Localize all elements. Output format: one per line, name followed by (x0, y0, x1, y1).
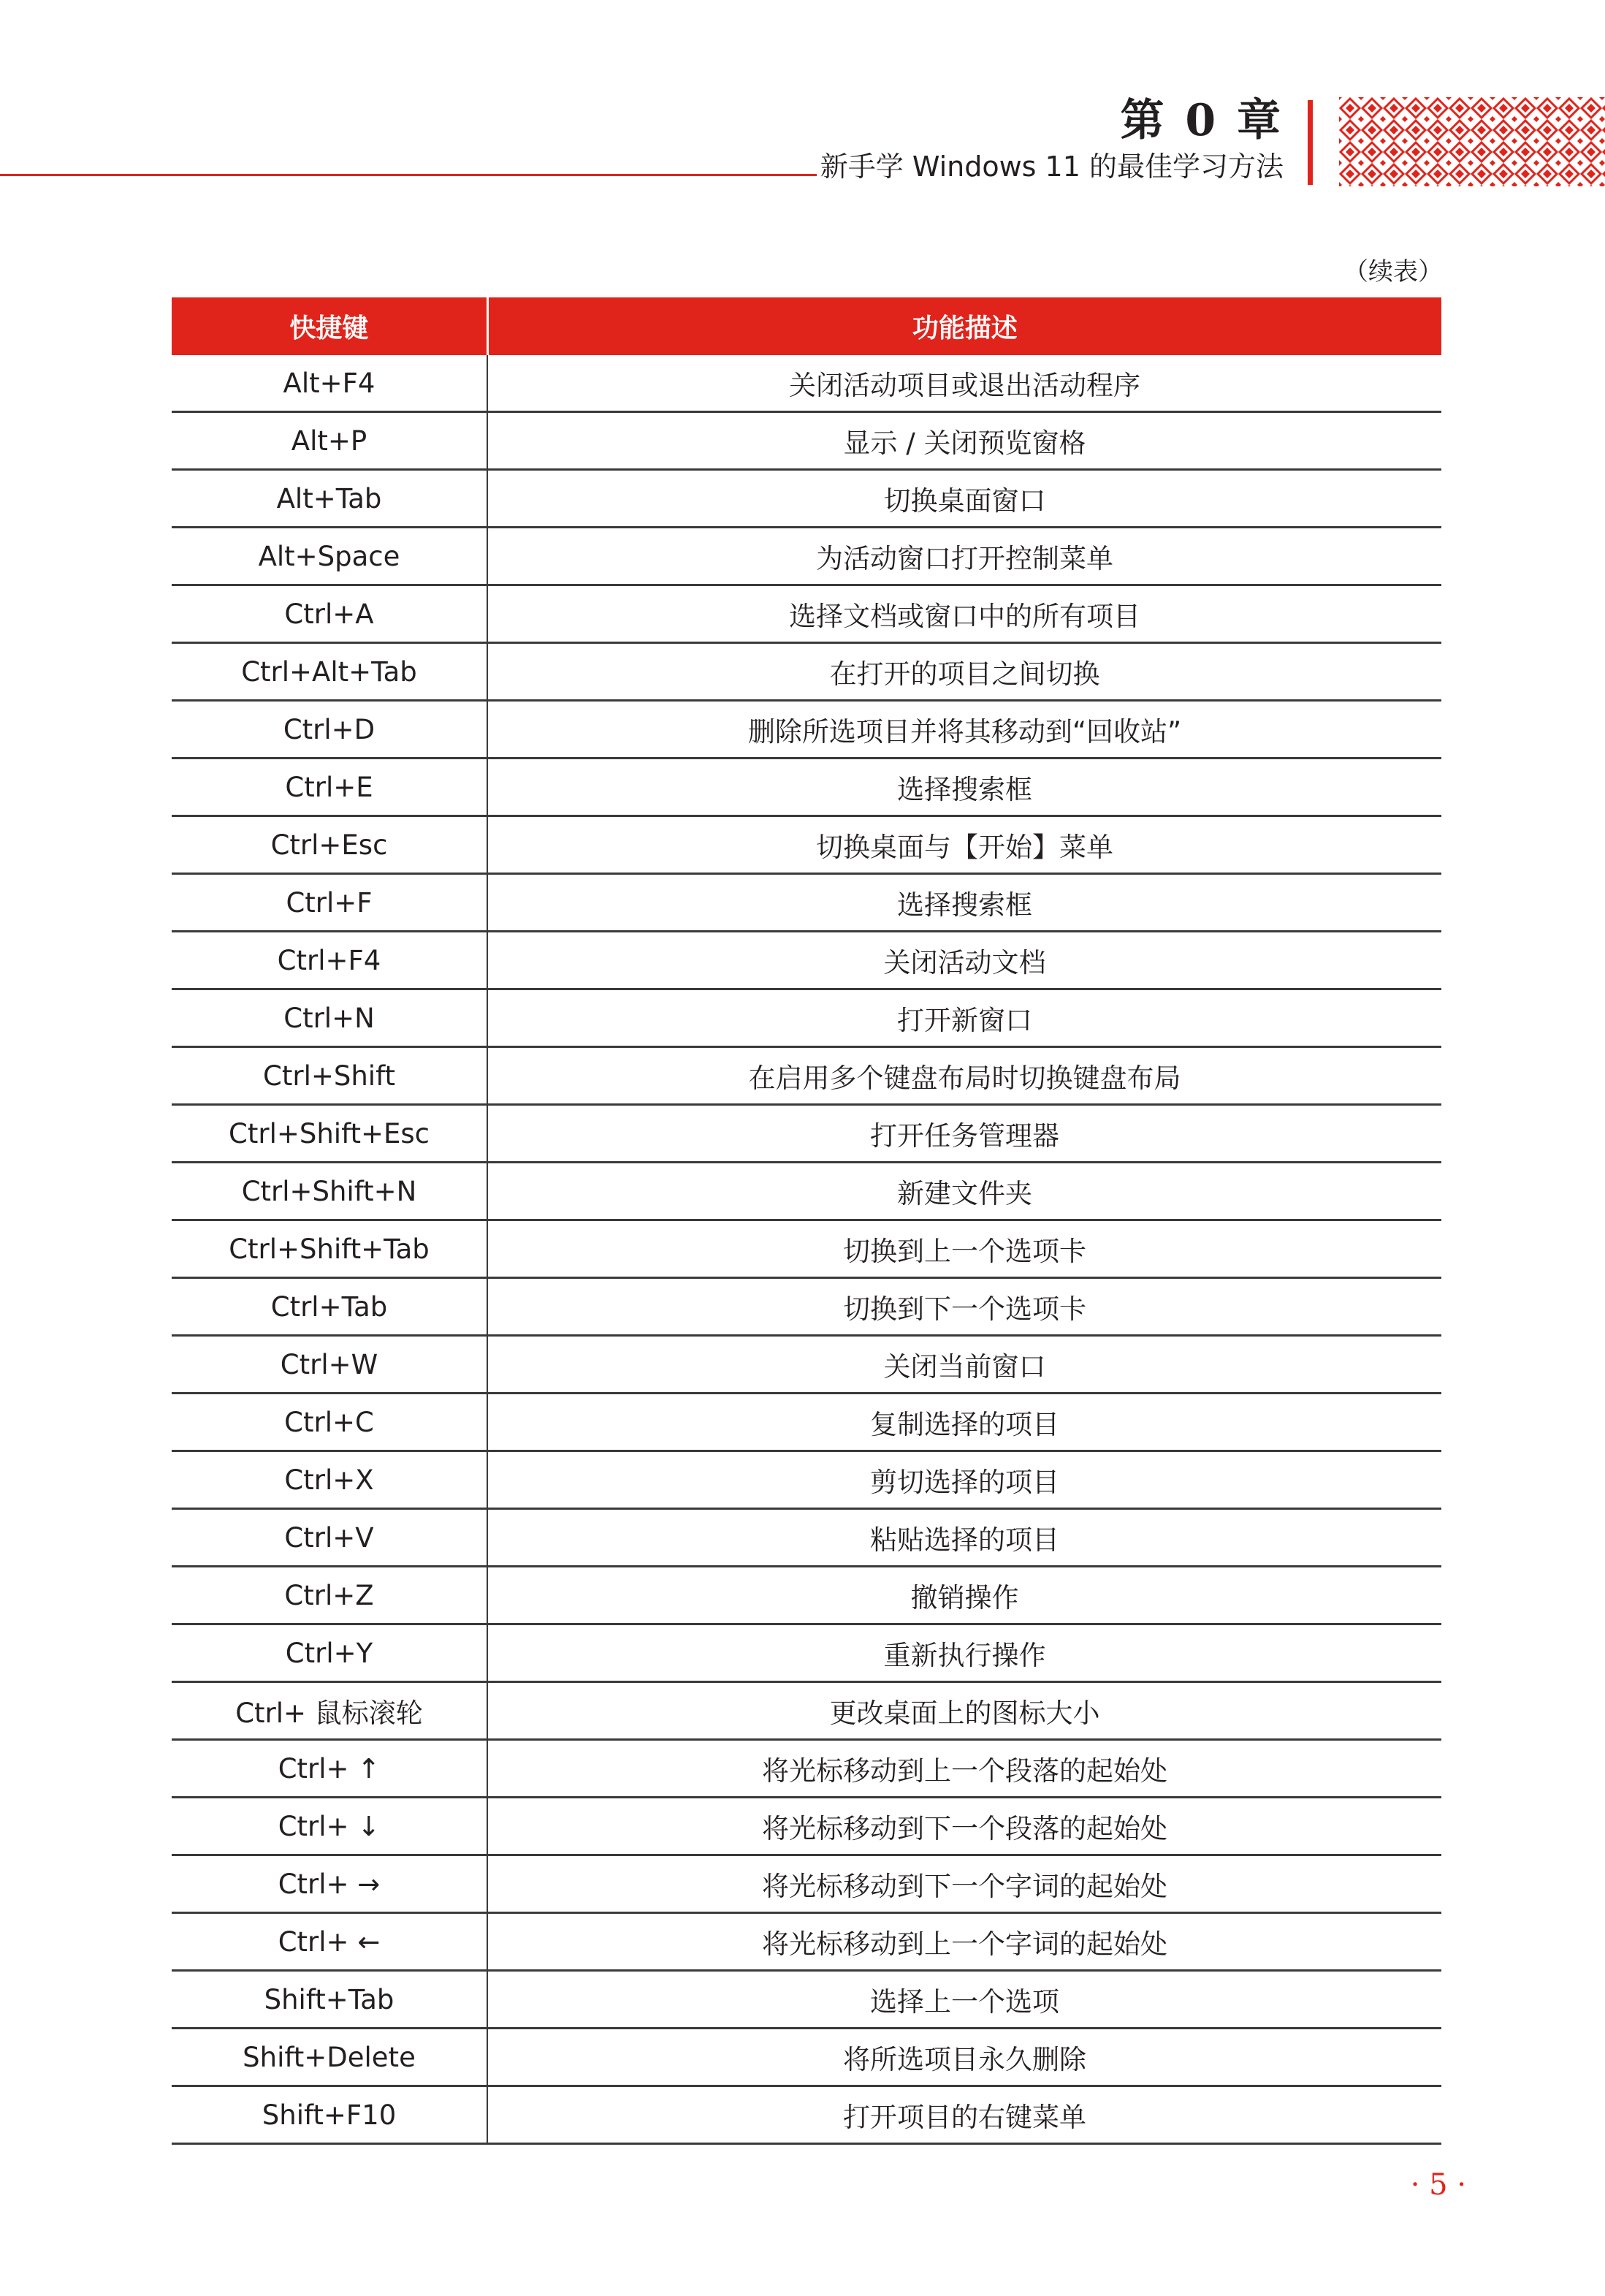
table-row (172, 1798, 1441, 1855)
table-row (172, 1278, 1441, 1336)
header-pattern (1339, 97, 1605, 186)
shortcut-key-cell: Ctrl+Shift+N (172, 1163, 487, 1220)
page-number: · 5 · (1410, 2168, 1466, 2202)
shortcut-key-cell: Ctrl+D (172, 701, 487, 759)
table-row (172, 1394, 1441, 1451)
table-row (172, 1047, 1441, 1105)
shortcut-key-cell: Shift+Tab (172, 1971, 487, 2029)
chapter-subtitle: 新手学 Windows 11 的最佳学习方法 (820, 151, 1284, 183)
shortcut-key-cell: Shift+F10 (172, 2086, 487, 2144)
shortcut-key-cell: Ctrl+N (172, 989, 487, 1047)
table-row (172, 1567, 1441, 1624)
table-row (172, 1220, 1441, 1278)
table-row (172, 470, 1441, 528)
shortcut-key-cell: Alt+Tab (172, 470, 487, 528)
description-cell: 关闭当前窗口 (487, 1336, 1441, 1394)
table-row (172, 1855, 1441, 1913)
description-cell: 选择搜索框 (487, 874, 1441, 932)
table-row (172, 2029, 1441, 2086)
table-row (172, 1105, 1441, 1163)
shortcut-key-cell: Ctrl+Alt+Tab (172, 643, 487, 701)
description-cell: 切换到上一个选项卡 (487, 1220, 1441, 1278)
shortcut-key-cell: Ctrl+E (172, 759, 487, 816)
description-cell: 为活动窗口打开控制菜单 (487, 528, 1441, 585)
description-cell: 新建文件夹 (487, 1163, 1441, 1220)
description-cell: 重新执行操作 (487, 1624, 1441, 1682)
shortcut-key-cell: Ctrl+ ← (172, 1913, 487, 1971)
table-row (172, 816, 1441, 874)
header-accent-bar (1308, 100, 1313, 185)
shortcut-key-cell: Alt+F4 (172, 355, 487, 412)
shortcut-table (172, 297, 1441, 2145)
shortcut-key-cell: Ctrl+A (172, 585, 487, 643)
description-cell: 选择搜索框 (487, 759, 1441, 816)
table-row (172, 2086, 1441, 2144)
table-row (172, 355, 1441, 412)
table-row (172, 989, 1441, 1047)
table-row (172, 759, 1441, 816)
shortcut-key-cell: Ctrl+ ↑ (172, 1740, 487, 1798)
description-cell: 切换桌面与【开始】菜单 (487, 816, 1441, 874)
shortcut-key-cell: Ctrl+Z (172, 1567, 487, 1624)
table-row (172, 1971, 1441, 2029)
description-cell: 打开项目的右键菜单 (487, 2086, 1441, 2144)
description-cell: 撤销操作 (487, 1567, 1441, 1624)
description-cell: 打开新窗口 (487, 989, 1441, 1047)
table-row (172, 528, 1441, 585)
table-row (172, 1336, 1441, 1394)
description-cell: 在启用多个键盘布局时切换键盘布局 (487, 1047, 1441, 1105)
description-cell: 更改桌面上的图标大小 (487, 1682, 1441, 1740)
shortcut-key-cell: Shift+Delete (172, 2029, 487, 2086)
shortcut-key-cell: Ctrl+C (172, 1394, 487, 1451)
description-cell: 将光标移动到下一个字词的起始处 (487, 1855, 1441, 1913)
shortcut-key-cell: Ctrl+ ↓ (172, 1798, 487, 1855)
description-cell: 关闭活动文档 (487, 932, 1441, 989)
column-header-description: 功能描述 (487, 297, 1441, 355)
table-row (172, 1163, 1441, 1220)
description-cell: 删除所选项目并将其移动到“回收站” (487, 701, 1441, 759)
shortcut-key-cell: Alt+P (172, 412, 487, 470)
table-row (172, 585, 1441, 643)
table-row (172, 1740, 1441, 1798)
description-cell: 打开任务管理器 (487, 1105, 1441, 1163)
table-row (172, 701, 1441, 759)
chapter-title: 第 0 章 (1120, 95, 1284, 146)
table-row (172, 643, 1441, 701)
shortcut-key-cell: Ctrl+Esc (172, 816, 487, 874)
table-row (172, 932, 1441, 989)
table-row (172, 1913, 1441, 1971)
shortcut-key-cell: Ctrl+Shift+Tab (172, 1220, 487, 1278)
continued-label: （续表） (1343, 257, 1443, 286)
description-cell: 将光标移动到上一个段落的起始处 (487, 1740, 1441, 1798)
shortcut-key-cell: Ctrl+ → (172, 1855, 487, 1913)
shortcut-key-cell: Ctrl+W (172, 1336, 487, 1394)
description-cell: 将光标移动到上一个字词的起始处 (487, 1913, 1441, 1971)
table-row (172, 1624, 1441, 1682)
shortcut-key-cell: Ctrl+F (172, 874, 487, 932)
shortcut-key-cell: Ctrl+Tab (172, 1278, 487, 1336)
description-cell: 切换桌面窗口 (487, 470, 1441, 528)
description-cell: 选择文档或窗口中的所有项目 (487, 585, 1441, 643)
description-cell: 复制选择的项目 (487, 1394, 1441, 1451)
header-rule (0, 174, 817, 176)
shortcut-key-cell: Ctrl+V (172, 1509, 487, 1567)
table-row (172, 412, 1441, 470)
table-row (172, 1509, 1441, 1567)
column-header-shortcut: 快捷键 (172, 297, 487, 355)
description-cell: 关闭活动项目或退出活动程序 (487, 355, 1441, 412)
shortcut-key-cell: Ctrl+X (172, 1451, 487, 1509)
shortcut-key-cell: Ctrl+Y (172, 1624, 487, 1682)
description-cell: 将所选项目永久删除 (487, 2029, 1441, 2086)
description-cell: 切换到下一个选项卡 (487, 1278, 1441, 1336)
description-cell: 选择上一个选项 (487, 1971, 1441, 2029)
shortcut-key-cell: Alt+Space (172, 528, 487, 585)
description-cell: 粘贴选择的项目 (487, 1509, 1441, 1567)
shortcut-key-cell: Ctrl+Shift (172, 1047, 487, 1105)
description-cell: 显示 / 关闭预览窗格 (487, 412, 1441, 470)
description-cell: 将光标移动到下一个段落的起始处 (487, 1798, 1441, 1855)
description-cell: 在打开的项目之间切换 (487, 643, 1441, 701)
shortcut-key-cell: Ctrl+Shift+Esc (172, 1105, 487, 1163)
table-row (172, 874, 1441, 932)
table-header-row (172, 297, 1441, 355)
description-cell: 剪切选择的项目 (487, 1451, 1441, 1509)
table-row (172, 1682, 1441, 1740)
table-body (172, 355, 1441, 2144)
table-row (172, 1451, 1441, 1509)
shortcut-key-cell: Ctrl+ 鼠标滚轮 (172, 1682, 487, 1740)
shortcut-key-cell: Ctrl+F4 (172, 932, 487, 989)
